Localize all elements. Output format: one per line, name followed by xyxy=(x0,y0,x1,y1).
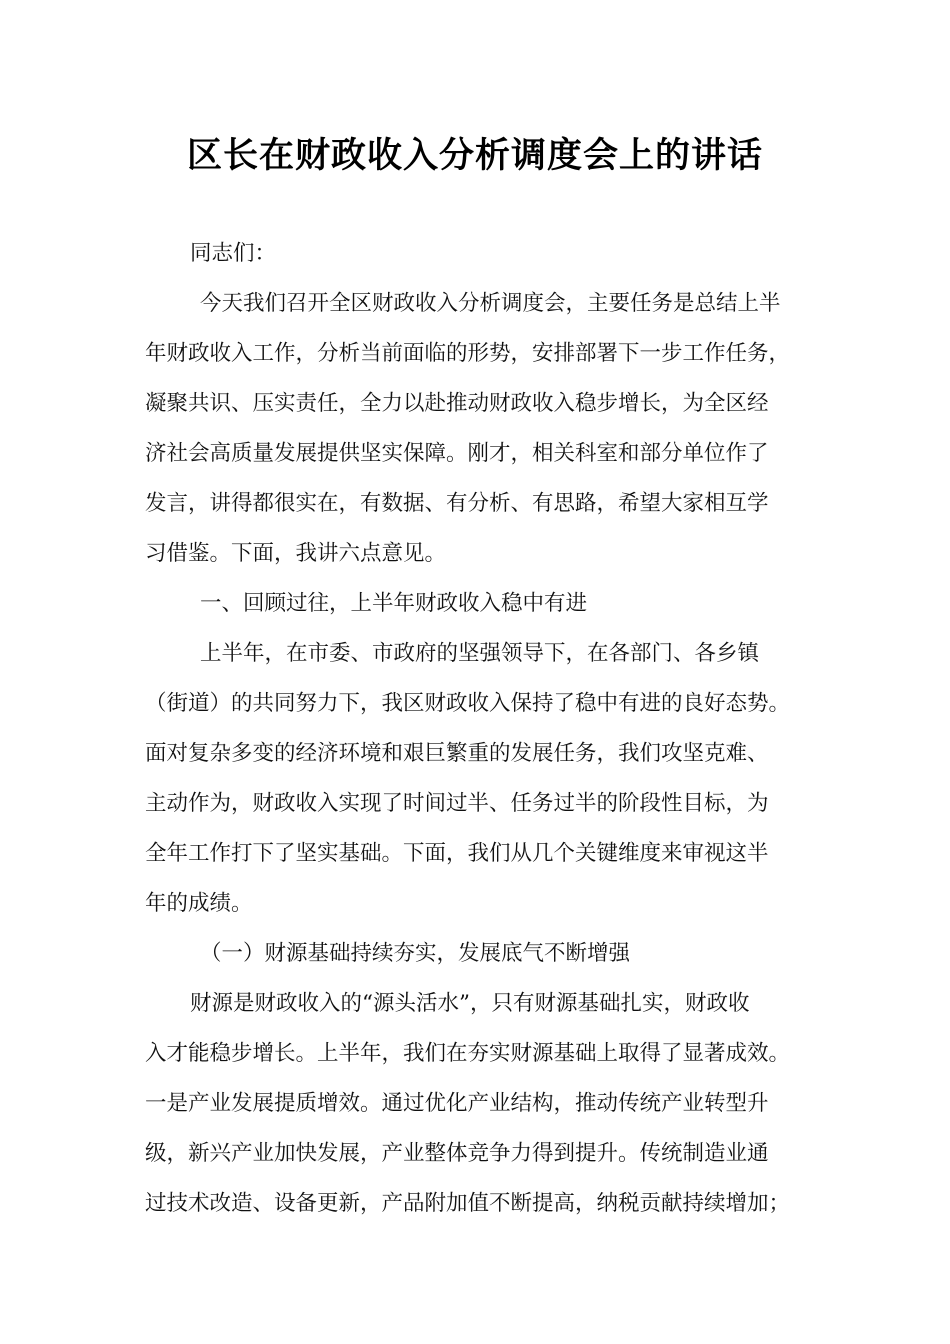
paragraph-line: 习借鉴。下面，我讲六点意见。 xyxy=(145,541,447,566)
paragraph-line: （街道）的共同努力下，我区财政收入保持了稳中有进的良好态势。 xyxy=(145,691,791,716)
paragraph-line: 上半年，在市委、市政府的坚强领导下，在各部门、各乡镇 xyxy=(200,641,760,666)
paragraph-line: 凝聚共识、压实责任，全力以赴推动财政收入稳步增长，为全区经 xyxy=(145,391,769,416)
salutation: 同志们： xyxy=(190,241,277,266)
paragraph-line: 面对复杂多变的经济环境和艰巨繁重的发展任务，我们攻坚克难、 xyxy=(145,741,769,766)
paragraph-line: 过技术改造、设备更新，产品附加值不断提高，纳税贡献持续增加； xyxy=(145,1191,791,1216)
paragraph-line: 主动作为，财政收入实现了时间过半、任务过半的阶段性目标，为 xyxy=(145,791,769,816)
paragraph-line: 济社会高质量发展提供坚实保障。刚才，相关科室和部分单位作了 xyxy=(145,441,769,466)
paragraph-line: 财源是财政收入的“源头活水”，只有财源基础扎实，财政收 xyxy=(190,991,750,1016)
paragraph-line: 今天我们召开全区财政收入分析调度会，主要任务是总结上半 xyxy=(200,291,781,316)
paragraph-line: 年的成绩。 xyxy=(145,891,253,916)
paragraph-line: 级，新兴产业加快发展，产业整体竞争力得到提升。传统制造业通 xyxy=(145,1141,769,1166)
paragraph-line: 发言，讲得都很实在，有数据、有分析、有思路，希望大家相互学 xyxy=(145,491,769,516)
section-heading: 一、回顾过往，上半年财政收入稳中有进 xyxy=(200,591,588,616)
paragraph-line: 全年工作打下了坚实基础。下面，我们从几个关键维度来审视这半 xyxy=(145,841,769,866)
document-title: 区长在财政收入分析调度会上的讲话 xyxy=(186,136,763,176)
paragraph-line: 入才能稳步增长。上半年，我们在夯实财源基础上取得了显著成效。 xyxy=(145,1041,791,1066)
subsection-heading: （一）财源基础持续夯实，发展底气不断增强 xyxy=(200,941,631,966)
paragraph-line: 一是产业发展提质增效。通过优化产业结构，推动传统产业转型升 xyxy=(145,1091,769,1116)
paragraph-line: 年财政收入工作，分析当前面临的形势，安排部署下一步工作任务， xyxy=(145,341,791,366)
